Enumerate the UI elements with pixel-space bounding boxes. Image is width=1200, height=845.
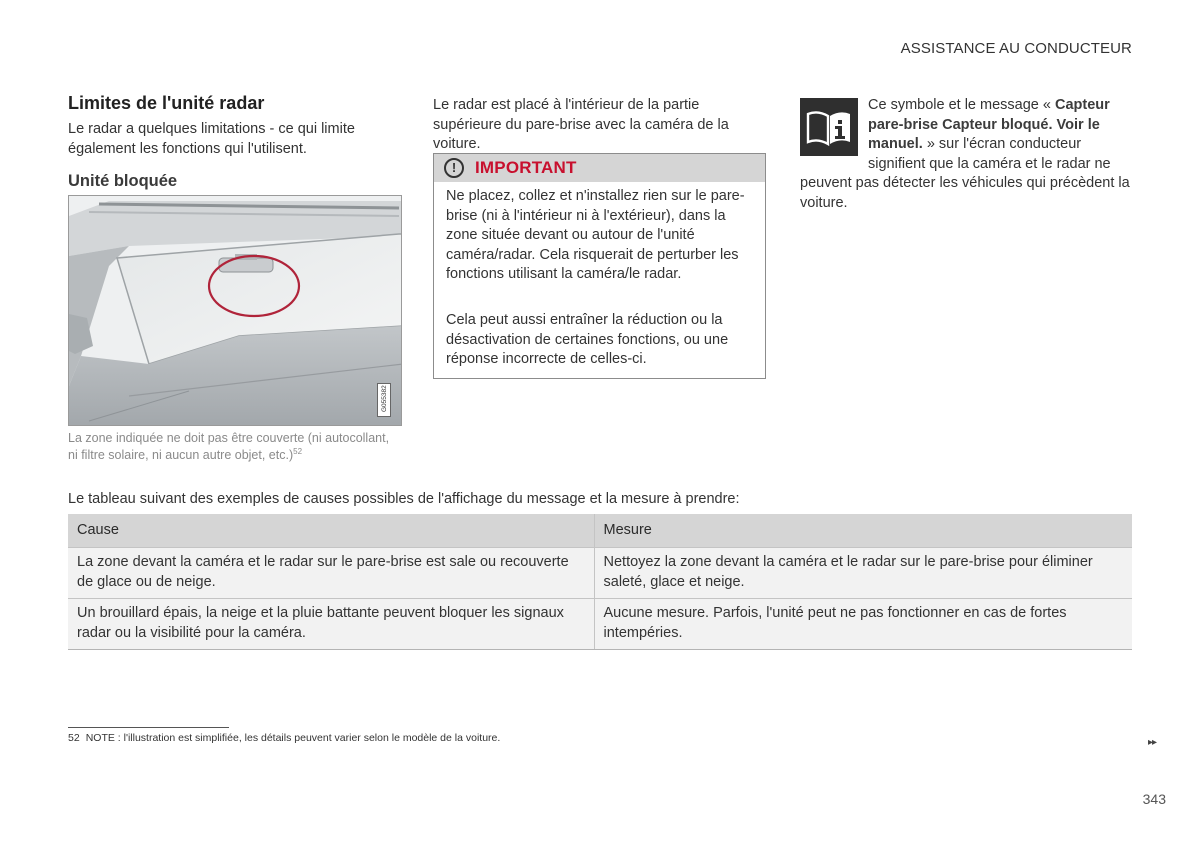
car-windshield-drawing (69, 196, 402, 426)
running-header: ASSISTANCE AU CONDUCTEUR (900, 40, 1132, 57)
table-header-cause: Cause (68, 514, 594, 548)
important-paragraph-2: Cela peut aussi entraîner la réduction ou la désactivation de certaines fonctions, ou une réponse incorrecte de celles-ci. (446, 312, 729, 367)
section-heading: Limites de l'unité radar (68, 93, 265, 113)
double-triangle-right-icon[interactable]: ▸▸ (1148, 737, 1157, 748)
owners-manual-icon (800, 98, 858, 156)
table-header-mesure: Mesure (594, 514, 1132, 548)
table-cell: Un brouillard épais, la neige et la pluie battante peuvent bloquer les signaux radar ou la visibilité pour la caméra. (68, 599, 594, 650)
footnote-number: 52 (68, 732, 80, 744)
footnote-text: NOTE : l'illustration est simplifiée, les détails peuvent varier selon le modèle de la voiture. (85, 732, 501, 744)
footnote (68, 731, 500, 745)
causes-table (68, 514, 1132, 650)
page-number: 343 (1142, 791, 1166, 807)
important-box (433, 153, 766, 379)
caption-text: La zone indiquée ne doit pas être couverte (ni autocollant, ni filtre solaire, ni aucun autre objet, etc.) (68, 431, 390, 462)
message-text-mid: » sur l'écran conducteur signifient que la caméra et le radar ne (868, 136, 1111, 172)
figure-caption (68, 430, 398, 464)
important-paragraph-1: Ne placez, collez et n'installez rien sur le pare-brise (ni à l'intérieur ni à l'extérieur), dans la zone située devant ou autour de l'unité caméra/radar. Cela risquerait de perturber les fonctions utilisant la caméra/le radar. (446, 188, 745, 282)
exclamation-circle-icon: ! (444, 158, 464, 178)
table-cell: La zone devant la caméra et le radar sur le pare-brise est sale ou recouverte de glace ou de neige. (68, 548, 594, 599)
table-row (68, 599, 1132, 650)
message-quote: Capteur pare-brise Capteur bloqué. Voir le manuel. (868, 97, 1110, 152)
windshield-illustration (68, 195, 402, 426)
intro-paragraph: Le radar a quelques limitations - ce qui limite également les fonctions qui l'utilisent. (68, 121, 355, 157)
figure-code-label: G055382 (377, 383, 391, 417)
symbol-message-paragraph (868, 96, 1138, 174)
footnote-divider (68, 727, 229, 728)
symbol-message-paragraph-cont: peuvent pas détecter les véhicules qui précèdent la voiture. (800, 175, 1130, 211)
table-header-row (68, 514, 1132, 548)
important-header (434, 154, 765, 182)
subheading: Unité bloquée (68, 172, 178, 190)
table-intro: Le tableau suivant des exemples de causes possibles de l'affichage du message et la mesure à prendre: (68, 491, 740, 507)
table-cell: Aucune mesure. Parfois, l'unité peut ne pas fonctionner en cas de fortes intempéries. (594, 599, 1132, 650)
message-text-start: Ce symbole et le message « (868, 97, 1055, 113)
footnote-ref[interactable]: 52 (293, 447, 303, 456)
table-cell: Nettoyez la zone devant la caméra et le radar sur le pare-brise pour éliminer saleté, glace et neige. (594, 548, 1132, 599)
table-row (68, 548, 1132, 599)
radar-location-paragraph: Le radar est placé à l'intérieur de la partie supérieure du pare-brise avec la caméra de la voiture. (433, 97, 729, 152)
important-title: IMPORTANT (475, 158, 577, 177)
